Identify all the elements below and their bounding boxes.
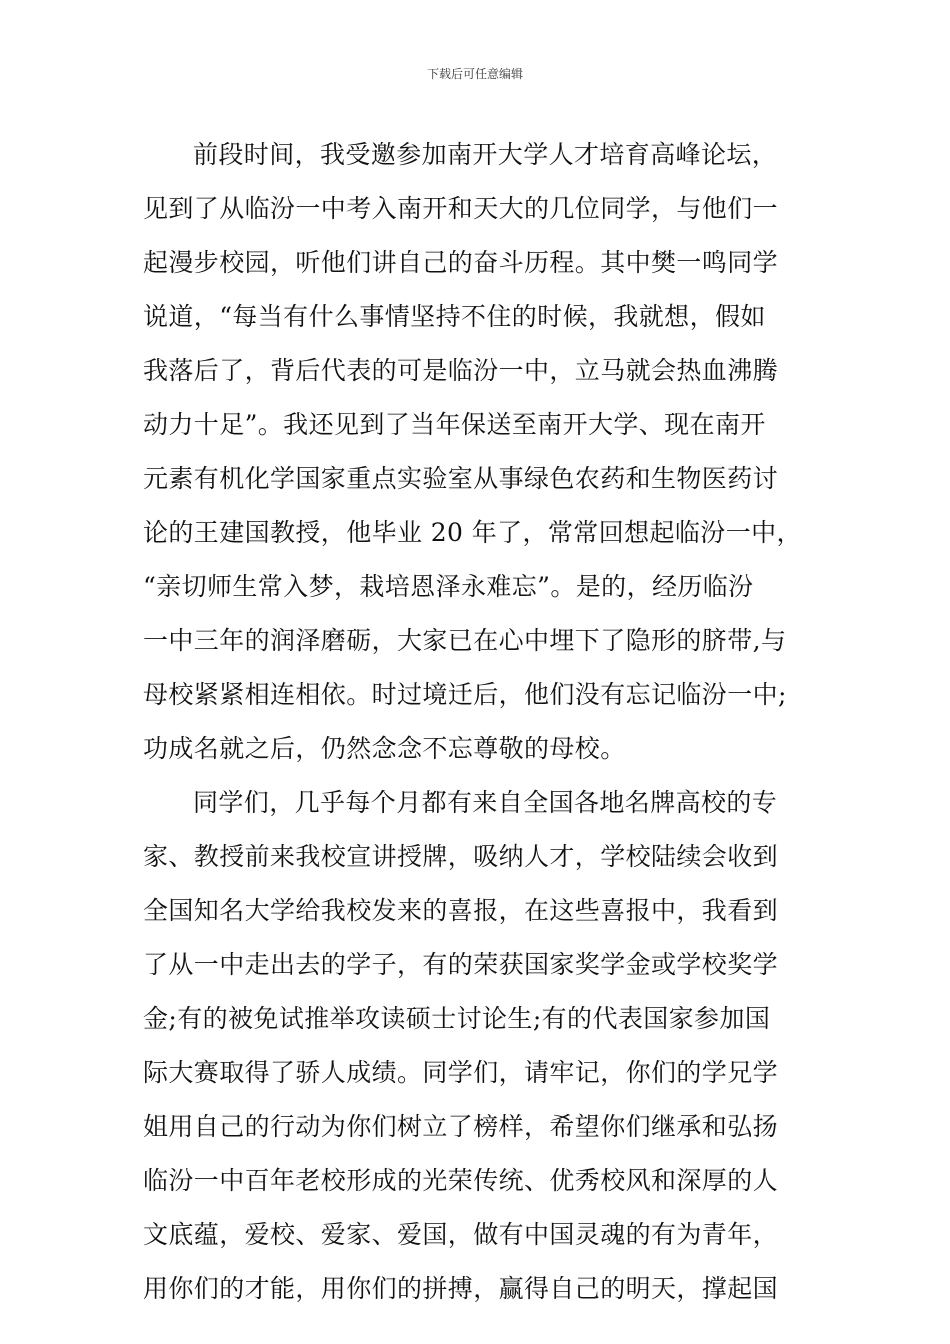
paragraph-2 [143,776,807,1316]
page-header: 下载后可任意编辑 [426,67,523,81]
text-line: 功成名就之后，仍然念念不忘尊敬的母校。 [143,734,626,763]
text-line: 见到了从临汾一中考入南开和天大的几位同学，与他们一 [143,194,779,223]
text-line: “亲切师生常入梦，栽培恩泽永难忘”。是的，经历临汾 [143,572,754,601]
text-line: 金;有的被免试推举攻读硕士讨论生;有的代表国家参加国 [143,1004,771,1033]
text-line: 临汾一中百年老校形成的光荣传统、优秀校风和深厚的人 [143,1166,779,1195]
text-line: 起漫步校园，听他们讲自己的奋斗历程。其中樊一鸣同学 [143,248,779,277]
text-line: 前段时间，我受邀参加南开大学人才培育高峰论坛， [193,140,778,169]
text-line: 我落后了，背后代表的可是临汾一中，立马就会热血沸腾 [143,356,779,385]
paragraph-1 [143,128,807,776]
text-line: 动力十足”。我还见到了当年保送至南开大学、现在南开 [143,410,766,439]
text-line: 论的王建国教授，他毕业 20 年了，常常回想起临汾一中， [143,518,802,547]
text-line: 全国知名大学给我校发来的喜报，在这些喜报中，我看到 [143,896,779,925]
text-line: 一中三年的润泽磨砺，大家已在心中埋下了隐形的脐带,与 [143,626,787,655]
text-line: 文底蕴，爱校、爱家、爱国，做有中国灵魂的有为青年， [143,1220,779,1249]
text-line: 元素有机化学国家重点实验室从事绿色农药和生物医药讨 [143,464,779,493]
text-line: 用你们的才能，用你们的拼搏，赢得自己的明天，撑起国 [143,1274,779,1303]
text-line: 了从一中走出去的学子，有的荣获国家奖学金或学校奖学 [143,950,779,979]
text-line: 说道，“每当有什么事情坚持不住的时候，我就想，假如 [143,302,766,331]
text-line: 际大赛取得了骄人成绩。同学们，请牢记，你们的学兄学 [143,1058,779,1087]
text-line: 母校紧紧相连相依。时过境迁后，他们没有忘记临汾一中; [143,680,787,709]
text-line: 姐用自己的行动为你们树立了榜样，希望你们继承和弘扬 [143,1112,779,1141]
document-body [143,128,807,1316]
text-line: 同学们，几乎每个月都有来自全国各地名牌高校的专 [193,788,778,817]
text-line: 家、教授前来我校宣讲授牌，吸纳人才，学校陆续会收到 [143,842,779,871]
